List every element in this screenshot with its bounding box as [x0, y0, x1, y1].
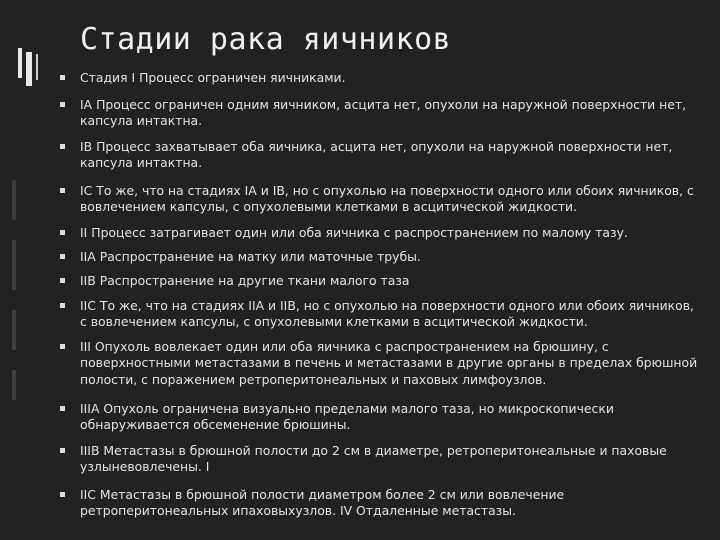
- list-item-text: IIIB Метастазы в брюшной полости до 2 см в диаметре, ретроперитонеальные и паховые узлыневовлечены. I: [80, 443, 667, 475]
- list-item-text: IC То же, что на стадиях IA и IB, но с опухолью на поверхности одного или обоих яичников, с вовлечением капсулы, с опухолевыми клетками в асцитической жидкости.: [80, 183, 694, 215]
- slide-title: Стадии рака яичников: [80, 22, 452, 57]
- bullet-icon: [60, 448, 65, 453]
- decor-bar: [18, 48, 22, 78]
- bullet-icon: [60, 188, 65, 193]
- list-item-text: III Опухоль вовлекает один или оба яичника с распространением на брюшину, с поверхностными метастазами в печень и метастазами в другие органы в пределах брюшной полости, с поражением ретроперитонеальных и паховых лимфоузлов.: [80, 339, 698, 387]
- list-item-text: IIA Распространение на матку или маточные трубы.: [80, 249, 421, 264]
- decor-side-lines: [12, 180, 22, 400]
- bullet-icon: [60, 303, 65, 308]
- list-item-text: IIIA Опухоль ограничена визуально пределами малого таза, но микроскопически обнаруживается обсеменение брюшины.: [80, 401, 614, 433]
- decor-bar: [36, 54, 38, 80]
- list-item-text: IA Процесс ограничен одним яичником, асцита нет, опухоли на наружной поверхности нет, капсула интактна.: [80, 97, 687, 129]
- bullet-icon: [60, 344, 65, 349]
- bullet-icon: [60, 75, 65, 80]
- list-item-text: Стадия I Процесс ограничен яичниками.: [80, 70, 346, 85]
- list-item-text: IB Процесс захватывает оба яичника, асцита нет, опухоли на наружной поверхности нет, капсула интактна.: [80, 139, 673, 171]
- bullet-icon: [60, 144, 65, 149]
- list-item-text: IIC Метастазы в брюшной полости диаметром более 2 см или вовлечение ретроперитонеальных ипаховыхузлов. IV Отдаленные метастазы.: [80, 487, 565, 519]
- list-item-text: II Процесс затрагивает один или оба яичника с распространением по малому тазу.: [80, 225, 628, 240]
- bullet-icon: [60, 406, 65, 411]
- bullet-icon: [60, 254, 65, 259]
- bullet-icon: [60, 492, 65, 497]
- list-item-text: IIC То же, что на стадиях IIA и IIB, но с опухолью на поверхности одного или обоих яичников, с вовлечением капсулы, с опухолевыми клетками в асцитической жидкости.: [80, 298, 694, 330]
- bullet-icon: [60, 102, 65, 107]
- decor-bar: [26, 52, 32, 86]
- list-item-text: IIB Распространение на другие ткани малого таза: [80, 273, 410, 288]
- bullet-icon: [60, 230, 65, 235]
- bullet-icon: [60, 278, 65, 283]
